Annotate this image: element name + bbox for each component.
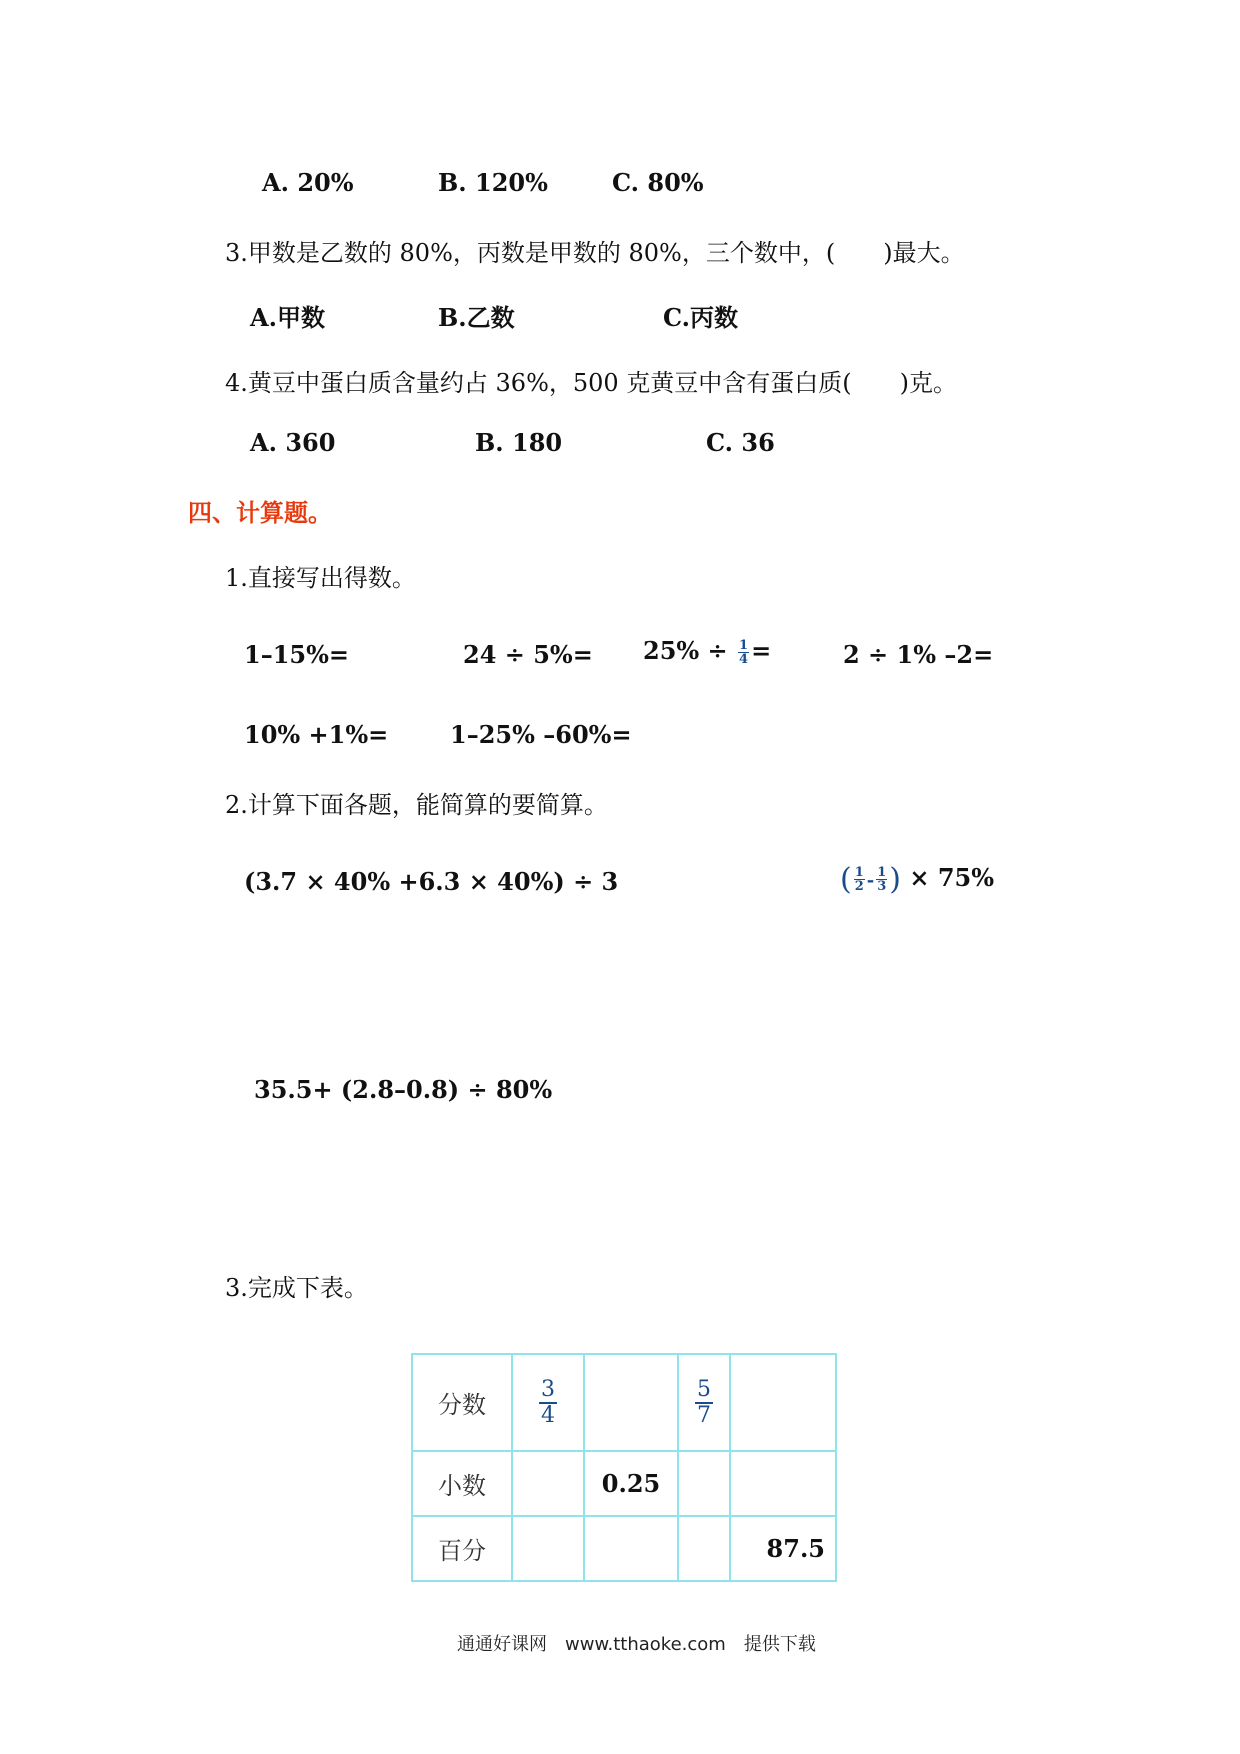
fraction-one-third: $\frac{1}{3}$ bbox=[877, 865, 887, 894]
expression-3: 35.5+ (2.8–0.8) ÷ 80% bbox=[254, 1075, 553, 1104]
cell-fraction-3-4 bbox=[512, 1354, 584, 1451]
q2-option-b: B. 120% bbox=[438, 168, 548, 197]
calc-item-fraction-division bbox=[643, 636, 771, 666]
expression-1: (3.7 × 40% +6.3 × 40%) ÷ 3 bbox=[244, 867, 619, 896]
expression-2-suffix: × 75% bbox=[909, 863, 995, 892]
calc-item-prefix: 25% ÷ bbox=[643, 636, 728, 665]
fraction-one-half: $\frac{1}{2}$ bbox=[854, 865, 864, 894]
cell-empty[interactable] bbox=[730, 1354, 836, 1451]
row-header-decimal: 小数 bbox=[412, 1451, 512, 1516]
row-header-percent: 百分 bbox=[412, 1516, 512, 1581]
cell-empty[interactable] bbox=[678, 1451, 730, 1516]
cell-decimal-value: 0.25 bbox=[584, 1451, 678, 1516]
cell-fraction-5-7 bbox=[678, 1354, 730, 1451]
footer-text: 通通好课网 www.tthaoke.com 提供下载 bbox=[457, 1634, 816, 1655]
calc-item: 1–15%= bbox=[244, 640, 350, 669]
calc-q2-title: 2.计算下面各题，能简算的要简算。 bbox=[225, 791, 608, 819]
conversion-table bbox=[411, 1353, 837, 1582]
cell-empty[interactable] bbox=[512, 1451, 584, 1516]
q3-option-a: A.甲数 bbox=[250, 303, 325, 332]
cell-empty[interactable] bbox=[678, 1516, 730, 1581]
calc-item: 1–25% –60%= bbox=[450, 720, 632, 749]
calc-item: 24 ÷ 5%= bbox=[463, 640, 593, 669]
calc-q1-title: 1.直接写出得数。 bbox=[225, 564, 416, 592]
cell-empty[interactable] bbox=[584, 1354, 678, 1451]
calc-q3-title: 3.完成下表。 bbox=[225, 1274, 368, 1302]
expression-2 bbox=[840, 862, 994, 897]
q4-option-c: C. 36 bbox=[706, 428, 775, 457]
q3-option-b: B.乙数 bbox=[438, 303, 515, 332]
q3-option-c: C.丙数 bbox=[663, 303, 739, 332]
q2-option-a: A. 20% bbox=[262, 168, 354, 197]
section-title: 四、计算题。 bbox=[188, 498, 332, 527]
calc-item-suffix: = bbox=[751, 636, 772, 665]
q3-text: 3.甲数是乙数的 80%，丙数是甲数的 80%，三个数中，( )最大。 bbox=[225, 239, 965, 267]
q4-option-b: B. 180 bbox=[475, 428, 563, 457]
q2-option-c: C. 80% bbox=[612, 168, 704, 197]
minus-sign: - bbox=[866, 870, 875, 891]
calc-item: 2 ÷ 1% –2= bbox=[843, 640, 994, 669]
q4-text: 4.黄豆中蛋白质含量约占 36%，500 克黄豆中含有蛋白质( )克。 bbox=[225, 369, 958, 397]
calc-item: 10% +1%= bbox=[244, 720, 389, 749]
right-paren-icon: ) bbox=[889, 862, 902, 897]
cell-percent-value: 87.5 bbox=[730, 1516, 836, 1581]
cell-empty[interactable] bbox=[512, 1516, 584, 1581]
q4-option-a: A. 360 bbox=[250, 428, 336, 457]
row-header-fraction: 分数 bbox=[412, 1354, 512, 1451]
cell-empty[interactable] bbox=[584, 1516, 678, 1581]
left-paren-icon: ( bbox=[840, 862, 852, 897]
cell-empty[interactable] bbox=[730, 1451, 836, 1516]
fraction-five-sevenths: $\frac{5}{7}$ bbox=[697, 1376, 711, 1428]
fraction-three-quarters: $\frac{3}{4}$ bbox=[541, 1376, 555, 1428]
fraction-one-quarter: $\frac{1}{4}$ bbox=[739, 638, 749, 667]
